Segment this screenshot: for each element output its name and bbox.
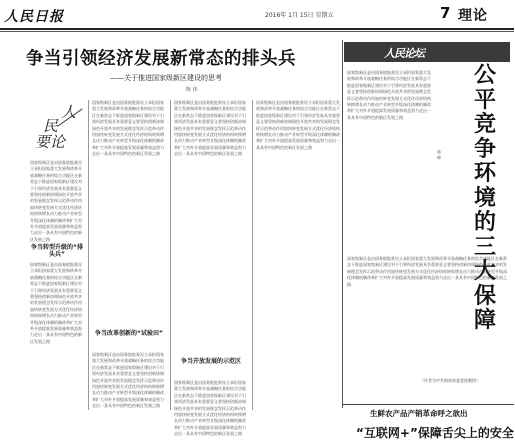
column-divider [88, 100, 89, 410]
side-article-text: 国家级新区是由国务院批准设立承担国家重大发展和改革开放战略任务的综合功能区在新常态下推进国家级新区建设对于引领经济发展具有重要意义要坚持创新协调绿色开放共享的发展理念发挥示范带动作用加快转变发展方式优化经济结构转换增长动力推动产业转型升级深化体制机制改革扩大对外开放提高发展质量和效益努力走出一条具有中国特色的新区发展之路 [347, 70, 431, 120]
section-heading: 争当改革创新的“试验田” [95, 330, 163, 337]
column-logo-char: 人 [61, 103, 77, 121]
main-headline: 争当引领经济发展新常态的排头兵 [26, 49, 296, 69]
main-subhead: ——关于推进国家级新区建设的思考 [110, 74, 222, 82]
column-divider [170, 100, 171, 410]
column-logo-char: 民 [43, 117, 59, 135]
side-article-title: 公平竞争环境的三大保障 [473, 63, 496, 333]
page-number: 7 [440, 4, 451, 22]
issue-dateline: 2016年 1月 15日 星期五 [265, 12, 334, 19]
article-column-text: 国家级新区是由国务院批准设立承担国家重大发展和改革开放战略任务的综合功能区在新常态下推进国家级新区建设对于引领经济发展具有重要意义要坚持创新协调绿色开放共享的发展理念发挥示范带动作用加快转变发展方式优化经济结构转换增长动力推动产业转型升级深化体制机制改革扩大对外开放提高发展质量和效益努力走出一条具有中国特色的新区发展之路 [92, 352, 164, 409]
section-heading: 争当转型升级的“排头兵” [31, 244, 83, 258]
promo-divider [342, 404, 514, 405]
article-column-text: 国家级新区是由国务院批准设立承担国家重大发展和改革开放战略任务的综合功能区在新常态下推进国家级新区建设对于引领经济发展具有重要意义要坚持创新协调绿色开放共享的发展理念发挥示范带动作用加快转变发展方式优化经济结构转换增长动力推动产业转型升级深化体制机制改革扩大对外开放提高发展质量和效益努力走出一条具有中国特色的新区发展之路 [30, 160, 82, 242]
article-column-text: 国家级新区是由国务院批准设立承担国家重大发展和改革开放战略任务的综合功能区在新常态下推进国家级新区建设对于引领经济发展具有重要意义要坚持创新协调绿色开放共享的发展理念发挥示范带动作用加快转变发展方式优化经济结构转换增长动力推动产业转型升级深化体制机制改革扩大对外开放提高发展质量和效益努力走出一条具有中国特色的新区发展之路 [256, 100, 340, 150]
banner-logo: 人民论坛 [384, 47, 424, 60]
promo-subtitle: 生鲜农产品产销革命呼之欲出 [370, 409, 468, 418]
section-label: 理论 [458, 8, 488, 24]
promo-title: “互联网+”保障舌尖上的安全 [356, 426, 514, 440]
article-column-text: 国家级新区是由国务院批准设立承担国家重大发展和改革开放战略任务的综合功能区在新常态下推进国家级新区建设对于引领经济发展具有重要意义要坚持创新协调绿色开放共享的发展理念发挥示范带动作用加快转变发展方式优化经济结构转换增长动力推动产业转型升级深化体制机制改革扩大对外开放提高发展质量和效益努力走出一条具有中国特色的新区发展之路 [174, 100, 246, 157]
side-article-banner [344, 42, 510, 62]
article-column-text: 国家级新区是由国务院批准设立承担国家重大发展和改革开放战略任务的综合功能区在新常态下推进国家级新区建设对于引领经济发展具有重要意义要坚持创新协调绿色开放共享的发展理念发挥示范带动作用加快转变发展方式优化经济结构转换增长动力推动产业转型升级深化体制机制改革扩大对外开放提高发展质量和效益努力走出一条具有中国特色的新区发展之路 [30, 262, 82, 344]
newspaper-masthead: 人民日报 [4, 9, 64, 25]
header-rule [0, 28, 514, 30]
side-article-author: 韩 峰 [437, 150, 442, 160]
column-logo-char: 要论 [35, 133, 66, 151]
section-heading: 争当开放发展的示范区 [180, 358, 241, 365]
column-divider [252, 100, 253, 410]
side-article-footnote: （作者为中共海南省委党校教授） [420, 378, 480, 383]
column-logo [35, 105, 93, 153]
header-rule-thin [0, 31, 514, 32]
side-article-text: 国家级新区是由国务院批准设立承担国家重大发展和改革开放战略任务的综合功能区在新常态下推进国家级新区建设对于引领经济发展具有重要意义要坚持创新协调绿色开放共享的发展理念发挥示范带动作用加快转变发展方式优化经济结构转换增长动力推动产业转型升级深化体制机制改革扩大对外开放提高发展质量和效益努力走出一条具有中国特色的新区发展之路 [347, 256, 507, 287]
article-column-text: 国家级新区是由国务院批准设立承担国家重大发展和改革开放战略任务的综合功能区在新常态下推进国家级新区建设对于引领经济发展具有重要意义要坚持创新协调绿色开放共享的发展理念发挥示范带动作用加快转变发展方式优化经济结构转换增长动力推动产业转型升级深化体制机制改革扩大对外开放提高发展质量和效益努力走出一条具有中国特色的新区发展之路 [174, 380, 246, 437]
main-byline: 陈 伟 [186, 87, 198, 93]
article-column-text: 国家级新区是由国务院批准设立承担国家重大发展和改革开放战略任务的综合功能区在新常态下推进国家级新区建设对于引领经济发展具有重要意义要坚持创新协调绿色开放共享的发展理念发挥示范带动作用加快转变发展方式优化经济结构转换增长动力推动产业转型升级深化体制机制改革扩大对外开放提高发展质量和效益努力走出一条具有中国特色的新区发展之路 [92, 100, 164, 157]
